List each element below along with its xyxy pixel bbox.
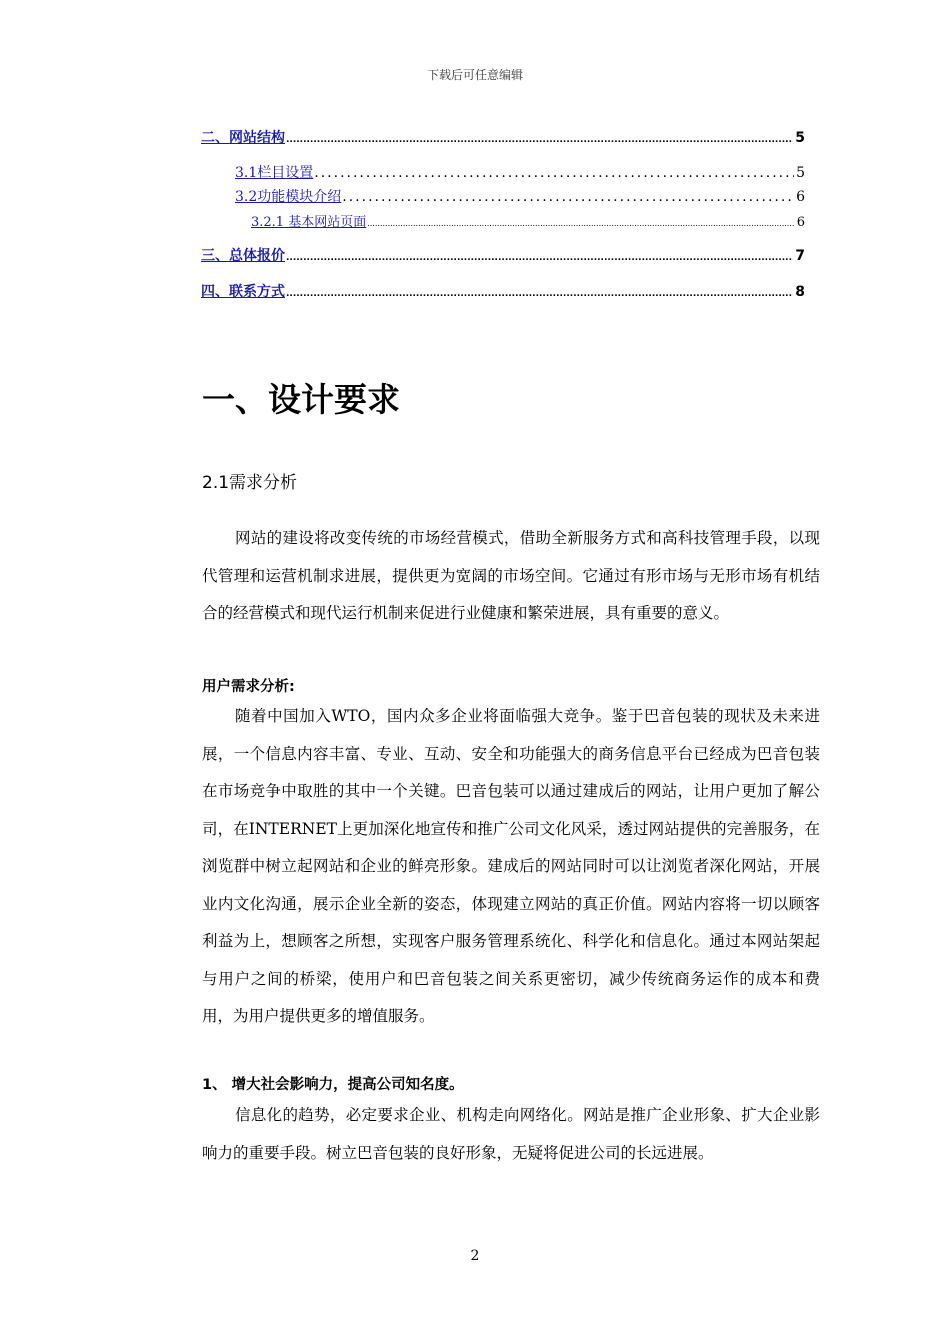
- toc-entry[interactable]: [251, 211, 805, 230]
- toc-leader: [286, 253, 793, 263]
- toc-entry[interactable]: [235, 186, 805, 206]
- toc-page-number: 5: [795, 130, 805, 146]
- toc-page-number: 7: [795, 248, 805, 264]
- toc-link[interactable]: 3.2功能模块介绍: [235, 189, 342, 205]
- toc-leader: [286, 135, 793, 145]
- body-paragraph: 网站的建设将改变传统的市场经营模式，借助全新服务方式和高科技管理手段，以现代管理和运营机制求进展，提供更为宽阔的市场空间。它通过有形市场与无形市场有机结合的经营模式和现代运行机制来促进行业健康和繁荣进展，具有重要的意义。: [202, 529, 820, 622]
- toc-page-number: 6: [796, 215, 805, 230]
- toc-leader: [342, 189, 794, 205]
- body-paragraph: 随着中国加入WTO，国内众多企业将面临强大竞争。鉴于巴音包装的现状及未来进展，一个信息内容丰富、专业、互动、安全和功能强大的商务信息平台已经成为巴音包装在市场竞争中取胜的其中一个关键。巴音包装可以通过建成后的网站，让用户更加了解公司，在INTERNET上更加深化地宣传和推广公司文化风采，透过网站提供的完善服务，在浏览群中树立起网站和企业的鲜亮形象。建成后的网站同时可以让浏览者深化网站，开展业内文化沟通，展示企业全新的姿态，体现建立网站的真正价值。网站内容将一切以顾客利益为上，想顾客之所想，实现客户服务管理系统化、科学化和信息化。通过本网站架起与用户之间的桥梁，使用户和巴音包装之间关系更密切，减少传统商务运作的成本和费用，为用户提供更多的增值服务。: [202, 707, 820, 1025]
- toc-entry[interactable]: [235, 162, 805, 182]
- toc-leader: [367, 219, 795, 228]
- toc-link[interactable]: 3.1栏目设置: [235, 165, 314, 181]
- body-paragraph: 信息化的趋势，必定要求企业、机构走向网络化。网站是推广企业形象、扩大企业影响力的重要手段。树立巴音包装的良好形象，无疑将促进公司的长远进展。: [202, 1106, 820, 1162]
- toc-entry[interactable]: [201, 245, 805, 265]
- point-title: 1、 增大社会影响力，提高公司知名度。: [202, 1077, 464, 1093]
- toc-entry[interactable]: [201, 281, 805, 301]
- toc-link[interactable]: 3.2.1 基本网站页面: [251, 215, 367, 230]
- header-note: 下载后可任意编辑: [426, 68, 523, 82]
- toc-link[interactable]: 二、网站结构: [201, 130, 285, 146]
- toc-entry[interactable]: [201, 127, 805, 147]
- toc-link[interactable]: 三、总体报价: [201, 248, 285, 264]
- page-number: 2: [470, 1248, 480, 1264]
- toc-leader: [286, 289, 793, 299]
- toc-page-number: 6: [796, 189, 805, 205]
- subsection-heading: 2.1需求分析: [202, 473, 298, 493]
- toc-page-number: 5: [796, 165, 805, 181]
- user-needs-label: 用户需求分析:: [202, 679, 295, 695]
- section-heading: 一、设计要求: [202, 380, 400, 419]
- toc-link[interactable]: 四、联系方式: [201, 284, 285, 300]
- toc-page-number: 8: [795, 284, 805, 300]
- toc-leader: [314, 165, 794, 181]
